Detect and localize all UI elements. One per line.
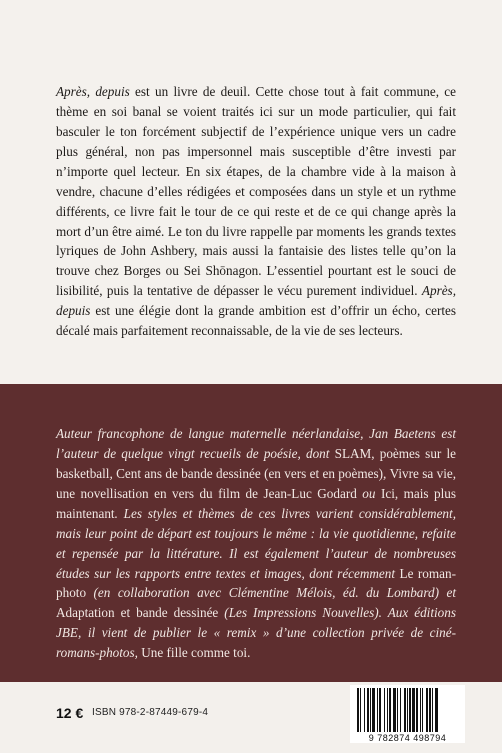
barcode-bar — [372, 688, 375, 732]
barcode-bar — [429, 688, 431, 732]
bio-title: Le roman-photo — [56, 565, 456, 601]
bio-seg: . — [247, 645, 251, 661]
footer-strip — [0, 682, 502, 753]
blurb-text-2: est une élégie dont la grande ambition est d’offrir un écho, certes décalé mais parfaitement reconnaissable, de la vie de ses lecteurs. — [56, 303, 456, 339]
barcode-bar — [432, 688, 433, 732]
barcode-bar — [379, 688, 381, 732]
barcode-bar — [400, 688, 401, 732]
bio-title: Une fille comme toi — [141, 645, 248, 661]
barcode-bar — [364, 688, 365, 732]
book-title-2: Après, depuis — [56, 283, 456, 319]
barcode-bar — [422, 688, 423, 732]
bio-seg: , — [109, 466, 117, 481]
bio-seg: (en collaboration avec Clémentine Mélois, éd. du Lombard) et — [86, 585, 456, 601]
barcode-bar — [360, 688, 361, 732]
isbn-label: ISBN 978-2-87449-679-4 — [92, 707, 209, 718]
barcode-bar — [357, 688, 359, 732]
author-bio — [56, 424, 456, 663]
barcode-bar — [409, 688, 411, 732]
barcode-bar — [384, 688, 385, 732]
barcode-bar — [412, 688, 415, 732]
barcode-bar — [377, 688, 378, 732]
barcode-bar — [416, 688, 418, 732]
bio-title: Ici, mais plus maintenant — [56, 485, 456, 521]
bio-title: Cent ans de bande dessinée (en vers et en poèmes) — [116, 466, 383, 481]
bio-seg: (Les Impressions Nouvelles). Aux éditions JBE, il vient de publier le « remix » d’une collection privée de ciné-romans-photos, — [56, 605, 456, 661]
barcode-number: 9 782874 498794 — [368, 733, 447, 743]
bio-title: Adaptation et bande dessinée — [56, 605, 219, 621]
book-blurb — [56, 82, 456, 341]
barcode-bars — [356, 688, 459, 732]
bio-title: Vivre sa vie, une novellisation en vers du film de Jean-Luc Godard — [56, 466, 457, 501]
barcode-bar — [407, 688, 408, 732]
bio-seg: Auteur francophone de langue maternelle néerlandaise, Jan Baetens est l’auteur de quelque vingt recueils de poésie, dont — [56, 426, 456, 462]
barcode-bar — [387, 688, 388, 732]
bio-seg: , — [382, 466, 390, 481]
blurb-text-1: est un livre de deuil. Cette chose tout à fait commune, ce thème en soi banal se voient traités ici sur un mode particulier, qui fait basculer le ton forcément subjectif de l’expérience unique vers un cadre plus général, non pas impersonnel mais susceptible d’être investi par n’importe quel lecteur. En six étapes, de la chambre vide à la maison à vendre, chacune d’elles rédigées et composées dans un style et un rythme différents, ce livre fait le tour de ce qui reste et de ce qui change après la mort d’un être aimé. Le ton du livre rappelle par moments les grands textes lyriques de John Ashbery, mais aussi la fantaisie des listes telle qu’on la trouve chez Borges ou Sei Shōnagon. L’essentiel pourtant est le souci de lisibilité, puis la tentative de dépasser le vécu purement individuel. — [56, 84, 457, 299]
book-title: Après, depuis — [56, 84, 130, 100]
barcode-bar — [367, 688, 369, 732]
barcode-bar — [389, 688, 391, 732]
barcode-bar — [420, 688, 421, 732]
author-bio-band — [0, 384, 502, 682]
bio-title: SLAM, poèmes sur le basketball — [56, 446, 456, 481]
barcode-bar — [426, 688, 428, 732]
barcode-bar — [435, 688, 438, 732]
bio-seg: . Les styles et thèmes de ces livres varient considérablement, mais leur point de départ est toujours le même : la vie quotidienne, refaite et repensée par la littérature. Il est également l’auteur de nombreuses études sur les rapports entre textes et images, dont récemment — [56, 505, 456, 581]
bio-seg: ou — [356, 485, 381, 501]
barcode-bar — [397, 688, 398, 732]
price-label: 12 € — [56, 705, 84, 721]
barcode — [350, 685, 465, 743]
barcode-bar — [393, 688, 396, 732]
barcode-bar — [370, 688, 371, 732]
barcode-bar — [404, 688, 406, 732]
